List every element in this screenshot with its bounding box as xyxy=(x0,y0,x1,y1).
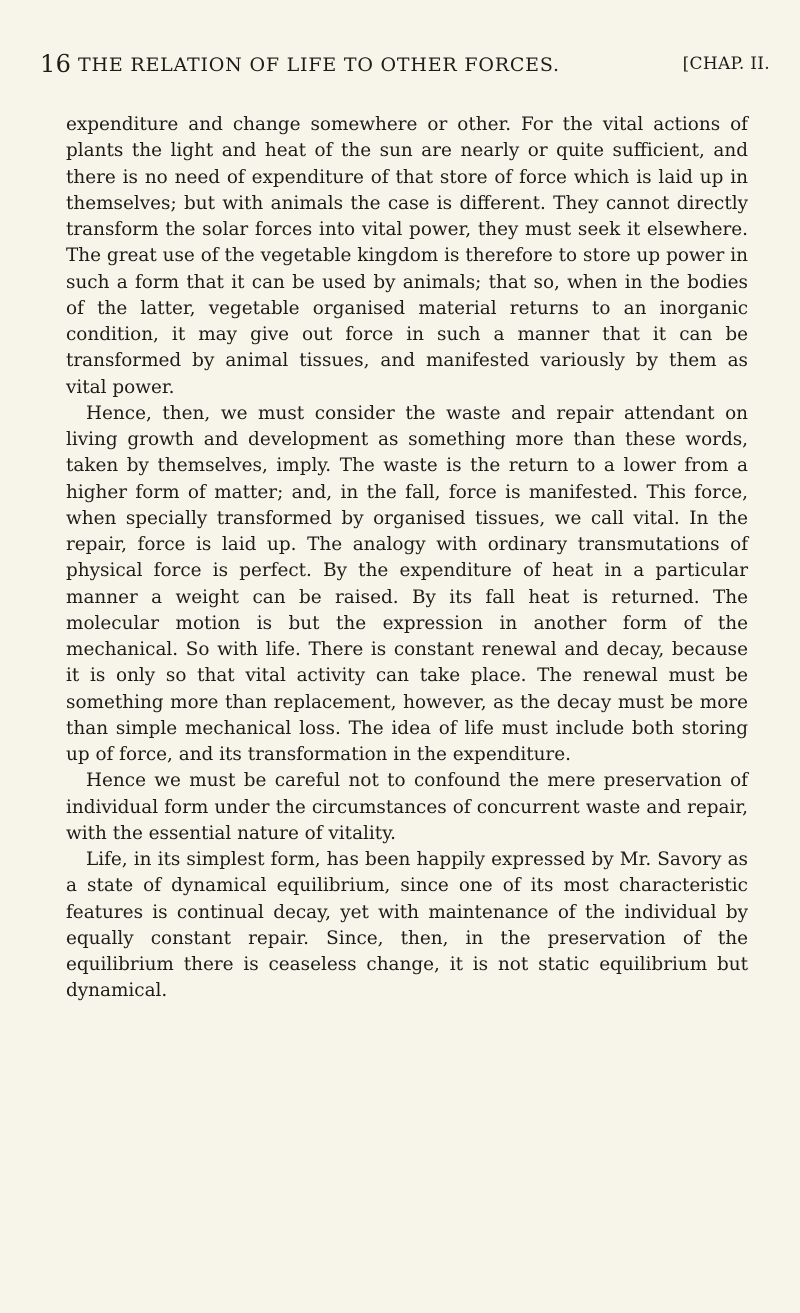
paragraph-3: Hence we must be careful not to confound the mere preservation of individual form under the circumstances of concurrent waste and repair, with the essential nature of vitality. xyxy=(66,770,748,844)
chapter-label: [CHAP. II. xyxy=(682,54,770,74)
paragraph-1: expenditure and change somewhere or other. For the vital actions of plants the light and heat of the sun are nearly or quite sufficient, and there is no need of expenditure of that store of force which is laid up in themselves; but with animals the case is different. They cannot directly transform the solar forces into vital power, they must seek it elsewhere. The great use of the vegetable kingdom is therefore to store up power in such a form that it can be used by animals; that so, when in the bodies of the latter, vegetable organised material returns to an inorganic condition, it may give out force in such a manner that it can be transformed by animal tissues, and manifested variously by them as vital power. xyxy=(66,114,748,398)
running-head xyxy=(40,50,770,90)
page-number: 16 xyxy=(40,50,72,78)
paragraph-2: Hence, then, we must consider the waste and repair attendant on living growth and development as something more than these words, taken by themselves, imply. The waste is the return to a lower from a higher form of matter; and, in the fall, force is manifested. This force, when specially transformed by organised tissues, we call vital. In the repair, force is laid up. The analogy with ordinary transmutations of physical force is perfect. By the expenditure of heat in a particular manner a weight can be raised. By its fall heat is returned. The molecular motion is but the expression in another form of the mechanical. So with life. There is constant renewal and decay, because it is only so that vital activity can take place. The renewal must be something more than replacement, however, as the decay must be more than simple mechanical loss. The idea of life must include both storing up of force, and its transformation in the expenditure. xyxy=(66,402,748,765)
text-body xyxy=(66,112,748,1005)
paragraph-4: Life, in its simplest form, has been happily expressed by Mr. Savory as a state of dynamical equilibrium, since one of its most characteristic features is continual decay, yet with maintenance of the individual by equally constant repair. Since, then, in the preservation of the equilibrium there is ceaseless change, it is not static equilibrium but dynamical. xyxy=(66,849,748,1002)
running-title: THE RELATION OF LIFE TO OTHER FORCES. xyxy=(78,54,560,76)
